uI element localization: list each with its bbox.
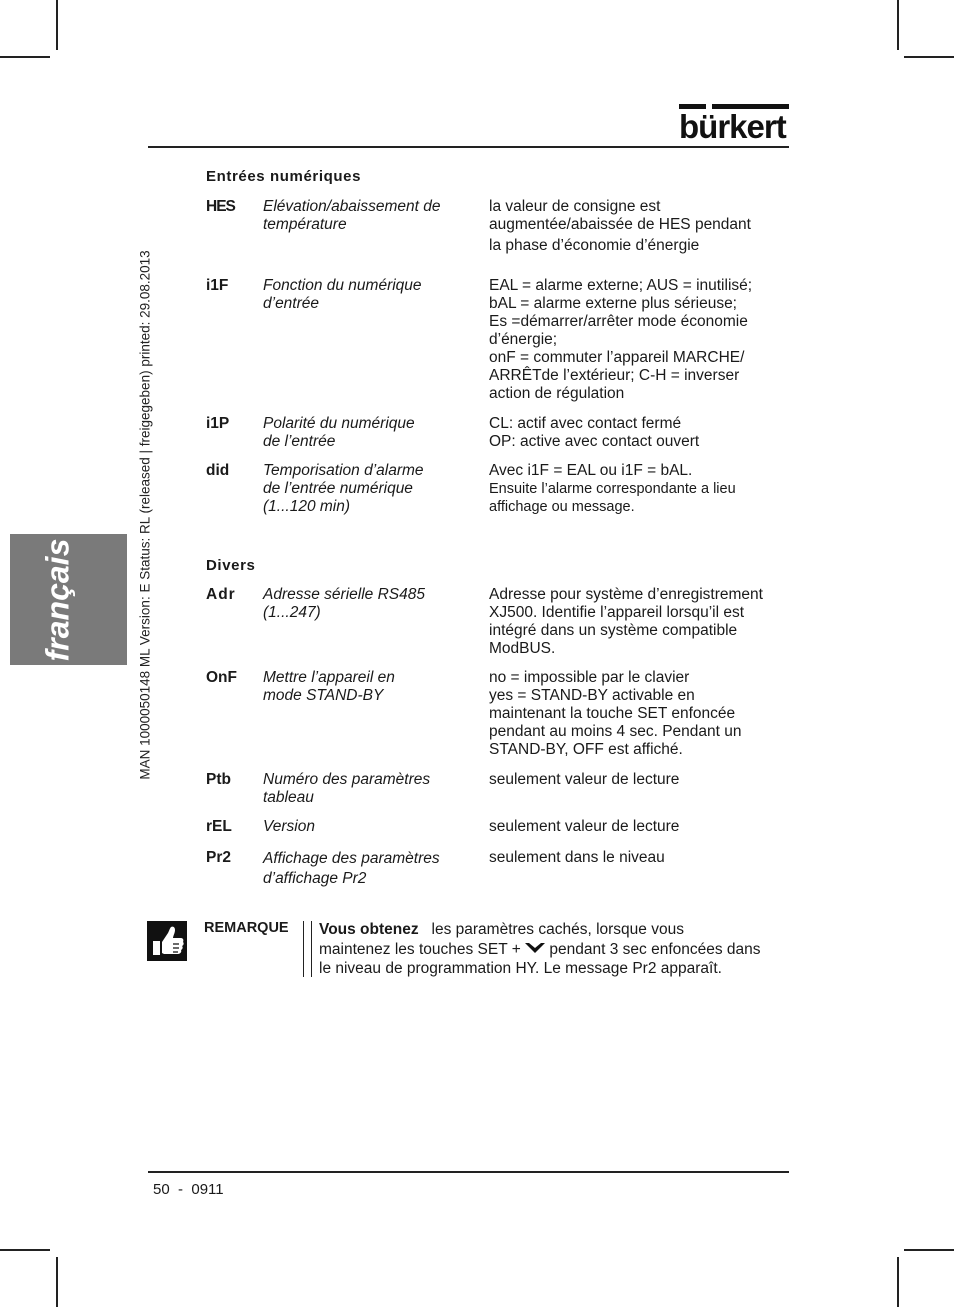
param-description: Numéro des paramètres tableau <box>263 771 431 806</box>
thumbs-up-icon <box>147 921 187 961</box>
crop-mark <box>56 0 58 50</box>
crop-mark <box>897 0 899 50</box>
param-description: Elévation/abaissement de température <box>263 198 441 233</box>
param-explanation: no = impossible par le clavier yes = STAND-BY activable en maintenant la touche SET enfoncée pendant au moins 4 sec. Pendant un STAND-BY, OFF est affiché. <box>489 669 742 758</box>
crop-mark <box>56 1257 58 1307</box>
param-code: Ptb <box>206 771 231 788</box>
param-explanation: CL: actif avec contact fermé OP: active avec contact ouvert <box>489 415 700 450</box>
param-code: i1F <box>206 277 229 294</box>
crop-mark <box>897 1257 899 1307</box>
section-title-digital-inputs: Entrées numériques <box>206 168 362 185</box>
crop-mark <box>0 1249 50 1251</box>
param-explanation: la valeur de consigne est augmentée/abaissée de HES pendant la phase d’économie d’énergie <box>489 198 751 254</box>
brand-logo: bürkert <box>679 108 786 145</box>
param-code: rEL <box>206 818 232 835</box>
footer-rule <box>148 1171 789 1173</box>
param-description: Adresse sérielle RS485 (1...247) <box>263 586 425 621</box>
param-description: Version <box>263 818 315 835</box>
header-rule <box>148 146 789 148</box>
section-title-misc: Divers <box>206 557 256 574</box>
param-description: Mettre l’appareil en mode STAND-BY <box>263 669 395 704</box>
language-tab-label: français <box>39 538 76 662</box>
param-code: OnF <box>206 669 237 686</box>
crop-mark <box>0 56 50 58</box>
param-explanation: EAL = alarme externe; AUS = inutilisé; bAL = alarme externe plus sérieuse; Es =démarrer/arrêter mode économie d’énergie; onF = commuter l’appareil MARCHE/ ARRÊTde l’extérieur; C-H = inverser action de régulation <box>489 277 753 402</box>
note-divider <box>303 921 312 977</box>
page-number: 50 - 0911 <box>153 1181 224 1198</box>
param-code: i1P <box>206 415 230 432</box>
param-description: Affichage des paramètres d’affichage Pr2 <box>263 850 440 887</box>
arrow-down-key-icon <box>525 940 545 960</box>
note-label: REMARQUE <box>204 920 289 936</box>
note-lead: Vous obtenez <box>319 921 419 938</box>
crop-mark <box>904 1249 954 1251</box>
param-explanation: seulement dans le niveau <box>489 849 665 866</box>
param-explanation: seulement valeur de lecture <box>489 771 680 788</box>
note-text: Vous obtenez les paramètres cachés, lorsque vous maintenez les touches SET + pendant 3 sec enfoncées dans le niveau de programmation HY. Le message Pr2 apparaît. <box>319 921 761 978</box>
crop-mark <box>904 56 954 58</box>
document-meta: MAN 1000050148 ML Version: E Status: RL (released | freigegeben) printed: 29.08.2013 <box>137 250 153 780</box>
param-code: Pr2 <box>206 849 231 866</box>
param-explanation: Adresse pour système d’enregistrement XJ500. Identifie l’appareil lorsqu’il est intégré dans un système compatible ModBUS. <box>489 586 763 657</box>
param-code: HES <box>206 198 235 215</box>
param-explanation: seulement valeur de lecture <box>489 818 680 835</box>
param-description: Fonction du numérique d’entrée <box>263 277 422 312</box>
param-explanation: Avec i1F = EAL ou i1F = bAL. Ensuite l’alarme correspondante a lieu affichage ou message. <box>489 462 736 515</box>
param-description: Polarité du numérique de l’entrée <box>263 415 415 450</box>
param-description: Temporisation d’alarme de l’entrée numérique (1...120 min) <box>263 462 424 515</box>
param-code: did <box>206 462 230 479</box>
param-code: Adr <box>206 586 236 603</box>
